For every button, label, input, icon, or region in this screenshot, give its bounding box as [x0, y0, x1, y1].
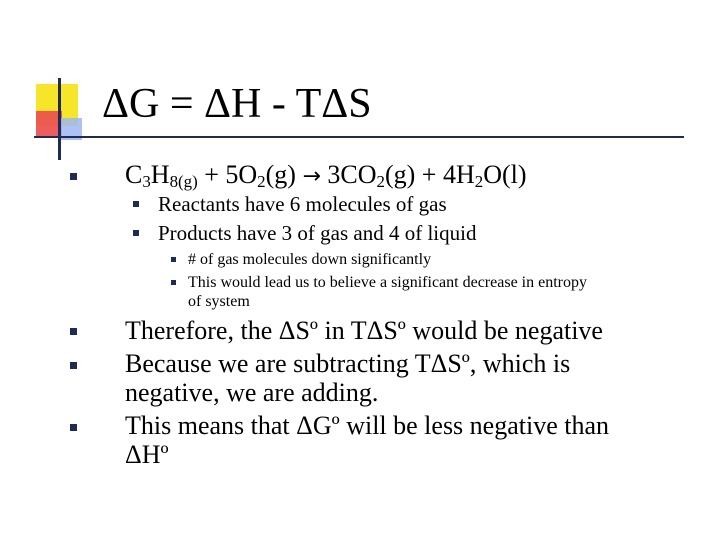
decor-vertical-rule	[58, 78, 61, 160]
title-underline-rule	[34, 136, 684, 138]
reactants-text: Reactants have 6 molecules of gas	[158, 192, 447, 216]
because-text-continued: negative, we are adding.	[125, 378, 379, 407]
bullet-icon	[70, 362, 77, 369]
arrow-icon: →	[302, 164, 321, 189]
entropy-text: This would lead us to believe a significant decrease in entropy	[188, 274, 587, 291]
bullet-icon	[70, 328, 77, 335]
gas-molecules-text: # of gas molecules down significantly	[188, 251, 432, 268]
entropy-text-continued: of system	[188, 293, 250, 310]
reaction-equation: $C_3H_{8(g)} + 5O_2(g) \to 3CO_2(g) + 4H_2O(l)$	[125, 160, 527, 192]
bullet-icon	[70, 424, 77, 431]
therefore-text: Therefore, the ΔSº in TΔSº would be negative	[125, 316, 603, 345]
conclusion-text-continued: ΔHº	[125, 440, 169, 469]
products-text: Products have 3 of gas and 4 of liquid	[158, 221, 477, 245]
bullet-icon	[70, 173, 77, 180]
bullet-icon	[171, 280, 176, 285]
conclusion-text: This means that ΔGº will be less negative than	[125, 411, 610, 440]
because-text: Because we are subtracting TΔSº, which is	[125, 349, 571, 378]
slide-title: ΔG = ΔH - TΔS	[102, 81, 372, 127]
bullet-icon	[133, 230, 139, 236]
bullet-icon	[133, 201, 139, 207]
bullet-icon	[171, 257, 176, 262]
